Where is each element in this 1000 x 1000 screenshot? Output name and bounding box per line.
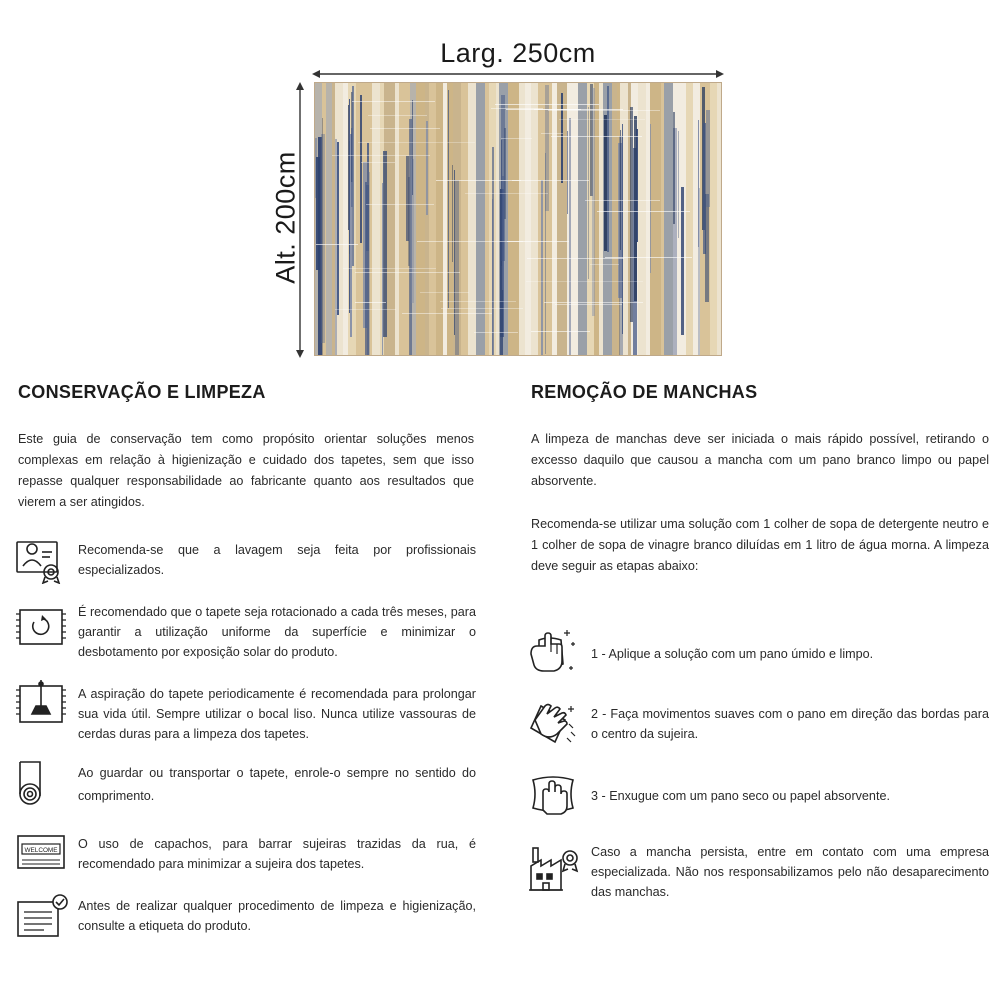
rug-highlight	[501, 138, 532, 139]
rug-stripe	[599, 83, 603, 356]
rug-highlight	[355, 272, 460, 273]
rug-highlight	[491, 108, 543, 109]
rug-highlight	[436, 180, 521, 181]
rotate-rug-icon	[14, 600, 68, 654]
conservation-item	[14, 890, 476, 944]
rug-highlight	[370, 128, 440, 129]
rug-stripe	[443, 83, 447, 356]
rug-highlight	[495, 104, 599, 105]
rug-highlight	[551, 136, 642, 137]
rug-highlight	[597, 211, 690, 212]
rug-highlight	[605, 257, 692, 258]
rug-blue-streak	[569, 118, 571, 356]
rug-blue-streak	[454, 170, 455, 335]
rug-stripe	[612, 83, 617, 356]
rug-stripe	[567, 83, 578, 356]
hand-cloth-sparkle-icon	[527, 624, 581, 678]
stain-step-text: 1 - Aplique a solução com um pano úmido e limpo.	[591, 647, 874, 661]
rug-blue-streak	[455, 180, 459, 356]
hand-dry-cloth-icon	[527, 766, 581, 820]
conservation-title: CONSERVAÇÃO E LIMPEZA	[18, 382, 266, 402]
rug-blue-streak	[349, 99, 350, 313]
rug-highlight	[544, 302, 643, 303]
rug-stripe	[717, 83, 722, 356]
rug-blue-streak	[636, 129, 638, 242]
rug-blue-streak	[504, 128, 506, 219]
rug-stripe	[395, 83, 399, 356]
stain-step-text: 2 - Faça movimentos suaves com o pano em direção das bordas para o centro da sujeira.	[591, 707, 989, 741]
welcome-mat-text: WELCOME	[24, 847, 58, 854]
rug-image	[314, 82, 722, 356]
rug-stripe	[485, 83, 489, 356]
rug-highlight	[512, 180, 589, 181]
welcome-mat-icon	[14, 826, 68, 880]
rug-stripe	[343, 83, 348, 356]
rug-highlight	[358, 142, 475, 143]
rug-blue-streak	[452, 165, 453, 262]
rug-highlight	[441, 308, 523, 309]
rug-stripe	[468, 83, 476, 356]
rug-highlight	[361, 162, 395, 163]
rug-blue-streak	[448, 90, 449, 308]
conservation-item-text: O uso de capachos, para barrar sujeiras trazidas da rua, é recomendado para minimizar a sujeira dos tapetes.	[78, 837, 476, 871]
rug-blue-streak	[561, 93, 563, 183]
rug-blue-streak	[620, 130, 621, 250]
conservation-item-text: Ao guardar ou transportar o tapete, enrole-o sempre no sentido do comprimento.	[78, 766, 476, 803]
conservation-item-text: Antes de realizar qualquer procedimento de limpeza e higienização, consulte a etiqueta do produto.	[78, 899, 476, 933]
rug-highlight	[527, 258, 624, 259]
rug-stripe	[578, 83, 587, 356]
label-check-icon	[14, 890, 68, 944]
rug-blue-streak	[706, 110, 710, 207]
company-badge-icon	[527, 842, 581, 896]
conservation-item	[14, 826, 476, 880]
rug-highlight	[417, 241, 523, 242]
rug-highlight	[474, 332, 518, 333]
rug-highlight	[465, 193, 548, 194]
rug-blue-streak	[545, 85, 549, 211]
rug-blue-streak	[630, 107, 633, 322]
stain-step	[527, 766, 989, 820]
rug-blue-streak	[369, 172, 370, 356]
height-arrow	[294, 82, 306, 358]
rolled-rug-icon	[14, 754, 68, 808]
rug-blue-streak	[541, 180, 543, 356]
rug-blue-streak	[673, 112, 675, 224]
rug-blue-streak	[426, 121, 428, 215]
rug-blue-streak	[316, 157, 320, 270]
rug-stripe	[326, 83, 332, 356]
rug-stripe	[476, 83, 485, 356]
rug-highlight	[355, 302, 386, 303]
conservation-item-text: A aspiração do tapete periodicamente é recomendada para prolongar sua vida útil. Sempre utilizar o bocal liso. Nunca utilize vassouras de cerdas duras para a limpeza dos tapetes.	[78, 687, 476, 741]
rug-blue-streak	[567, 131, 568, 214]
rug-blue-streak	[698, 120, 699, 247]
rug-height-label: Alt. 200cm	[270, 151, 301, 284]
rug-stripe	[650, 83, 661, 356]
conservation-intro: Este guia de conservação tem como propósito orientar soluções menos complexas em relação à higienização e cuidado dos tapetes, sem que isso repasse qualquer responsabilidade ao fabricante quanto aos resultados que vierem a ser atingidos.	[18, 432, 474, 509]
conservation-item	[14, 754, 476, 808]
stain-step-text: 3 - Enxugue com um pano seco ou papel absorvente.	[591, 789, 890, 803]
rug-blue-streak	[382, 183, 383, 356]
conservation-item	[14, 530, 476, 584]
rug-highlight	[531, 331, 590, 332]
rug-blue-streak	[678, 131, 679, 238]
rug-blue-streak	[588, 107, 589, 279]
rug-pattern	[315, 83, 722, 356]
conservation-item	[14, 600, 476, 662]
rug-stripe	[416, 83, 425, 356]
stains-para-1: A limpeza de manchas deve ser iniciada o mais rápido possível, retirando o excesso daquilo que causou a mancha com um pano branco limpo ou papel absorvente.	[531, 432, 989, 488]
rug-stripe	[638, 83, 646, 356]
rug-stripe	[525, 83, 531, 356]
rug-stripe	[661, 83, 664, 356]
rug-blue-streak	[681, 187, 684, 335]
professional-certificate-icon	[14, 530, 68, 584]
rug-stripe	[332, 83, 335, 356]
rug-blue-streak	[406, 156, 409, 241]
width-arrow	[312, 68, 724, 80]
rug-blue-streak	[348, 105, 349, 230]
rug-stripe	[646, 83, 650, 356]
rug-stripe	[496, 83, 499, 356]
stain-step	[527, 842, 989, 902]
rug-highlight	[420, 292, 469, 293]
rug-stripe	[461, 83, 468, 356]
rug-blue-streak	[360, 95, 362, 243]
conservation-item-text: Recomenda-se que a lavagem seja feita por profissionais especializados.	[78, 543, 476, 577]
rug-blue-streak	[650, 124, 651, 273]
rug-highlight	[343, 268, 436, 269]
rug-stripe	[519, 83, 525, 356]
stains-title: REMOÇÃO DE MANCHAS	[531, 382, 758, 402]
rug-highlight	[534, 109, 581, 110]
conservation-item-text: É recomendado que o tapete seja rotacionado a cada três meses, para garantir a utilização uniforme da superfície e minimizar o desbotamento por exposição solar do produto.	[78, 605, 476, 659]
rug-highlight	[585, 200, 660, 201]
rug-highlight	[335, 309, 396, 310]
rug-stripe	[429, 83, 436, 356]
rug-highlight	[366, 204, 434, 205]
rug-stripe	[552, 83, 557, 356]
stain-step-text: Caso a mancha persista, entre em contato com uma empresa especializada. Não nos responsabilizamos pelo não desaparecimento das manchas.	[591, 845, 989, 899]
rug-highlight	[402, 313, 492, 314]
hand-wipe-motion-icon	[527, 696, 581, 750]
rug-blue-streak	[604, 115, 607, 251]
rug-stripe	[436, 83, 443, 356]
rug-blue-streak	[412, 100, 413, 195]
rug-blue-streak	[335, 139, 337, 356]
rug-highlight	[548, 110, 660, 111]
rug-highlight	[541, 133, 563, 134]
rug-highlight	[316, 244, 358, 245]
rug-highlight	[526, 281, 643, 282]
rug-stripe	[508, 83, 519, 356]
rug-highlight	[368, 115, 427, 116]
rug-highlight	[332, 155, 430, 156]
rug-stripe	[690, 83, 693, 356]
rug-blue-streak	[352, 86, 354, 266]
rug-highlight	[590, 264, 619, 265]
stain-step	[527, 696, 989, 750]
vacuum-rug-icon	[14, 676, 68, 730]
rug-highlight	[559, 119, 645, 120]
rug-stripe	[664, 83, 673, 356]
rug-blue-streak	[337, 142, 339, 315]
rug-highlight	[555, 304, 622, 305]
rug-stripe	[686, 83, 690, 356]
rug-stripe	[531, 83, 538, 356]
conservation-item	[14, 676, 476, 744]
rug-blue-streak	[705, 194, 709, 302]
stain-step	[527, 624, 989, 678]
rug-stripe	[372, 83, 380, 356]
rug-highlight	[440, 301, 516, 302]
rug-width-label: Larg. 250cm	[440, 38, 596, 68]
rug-stripe	[710, 83, 717, 356]
stains-para-2: Recomenda-se utilizar uma solução com 1 colher de sopa de detergente neutro e 1 colher de sopa de vinagre branco diluídas em 1 litro de água morna. A limpeza deve seguir as etapas abaixo:	[531, 517, 989, 573]
rug-blue-streak	[322, 118, 323, 356]
rug-blue-streak	[367, 143, 369, 356]
rug-highlight	[352, 101, 435, 102]
